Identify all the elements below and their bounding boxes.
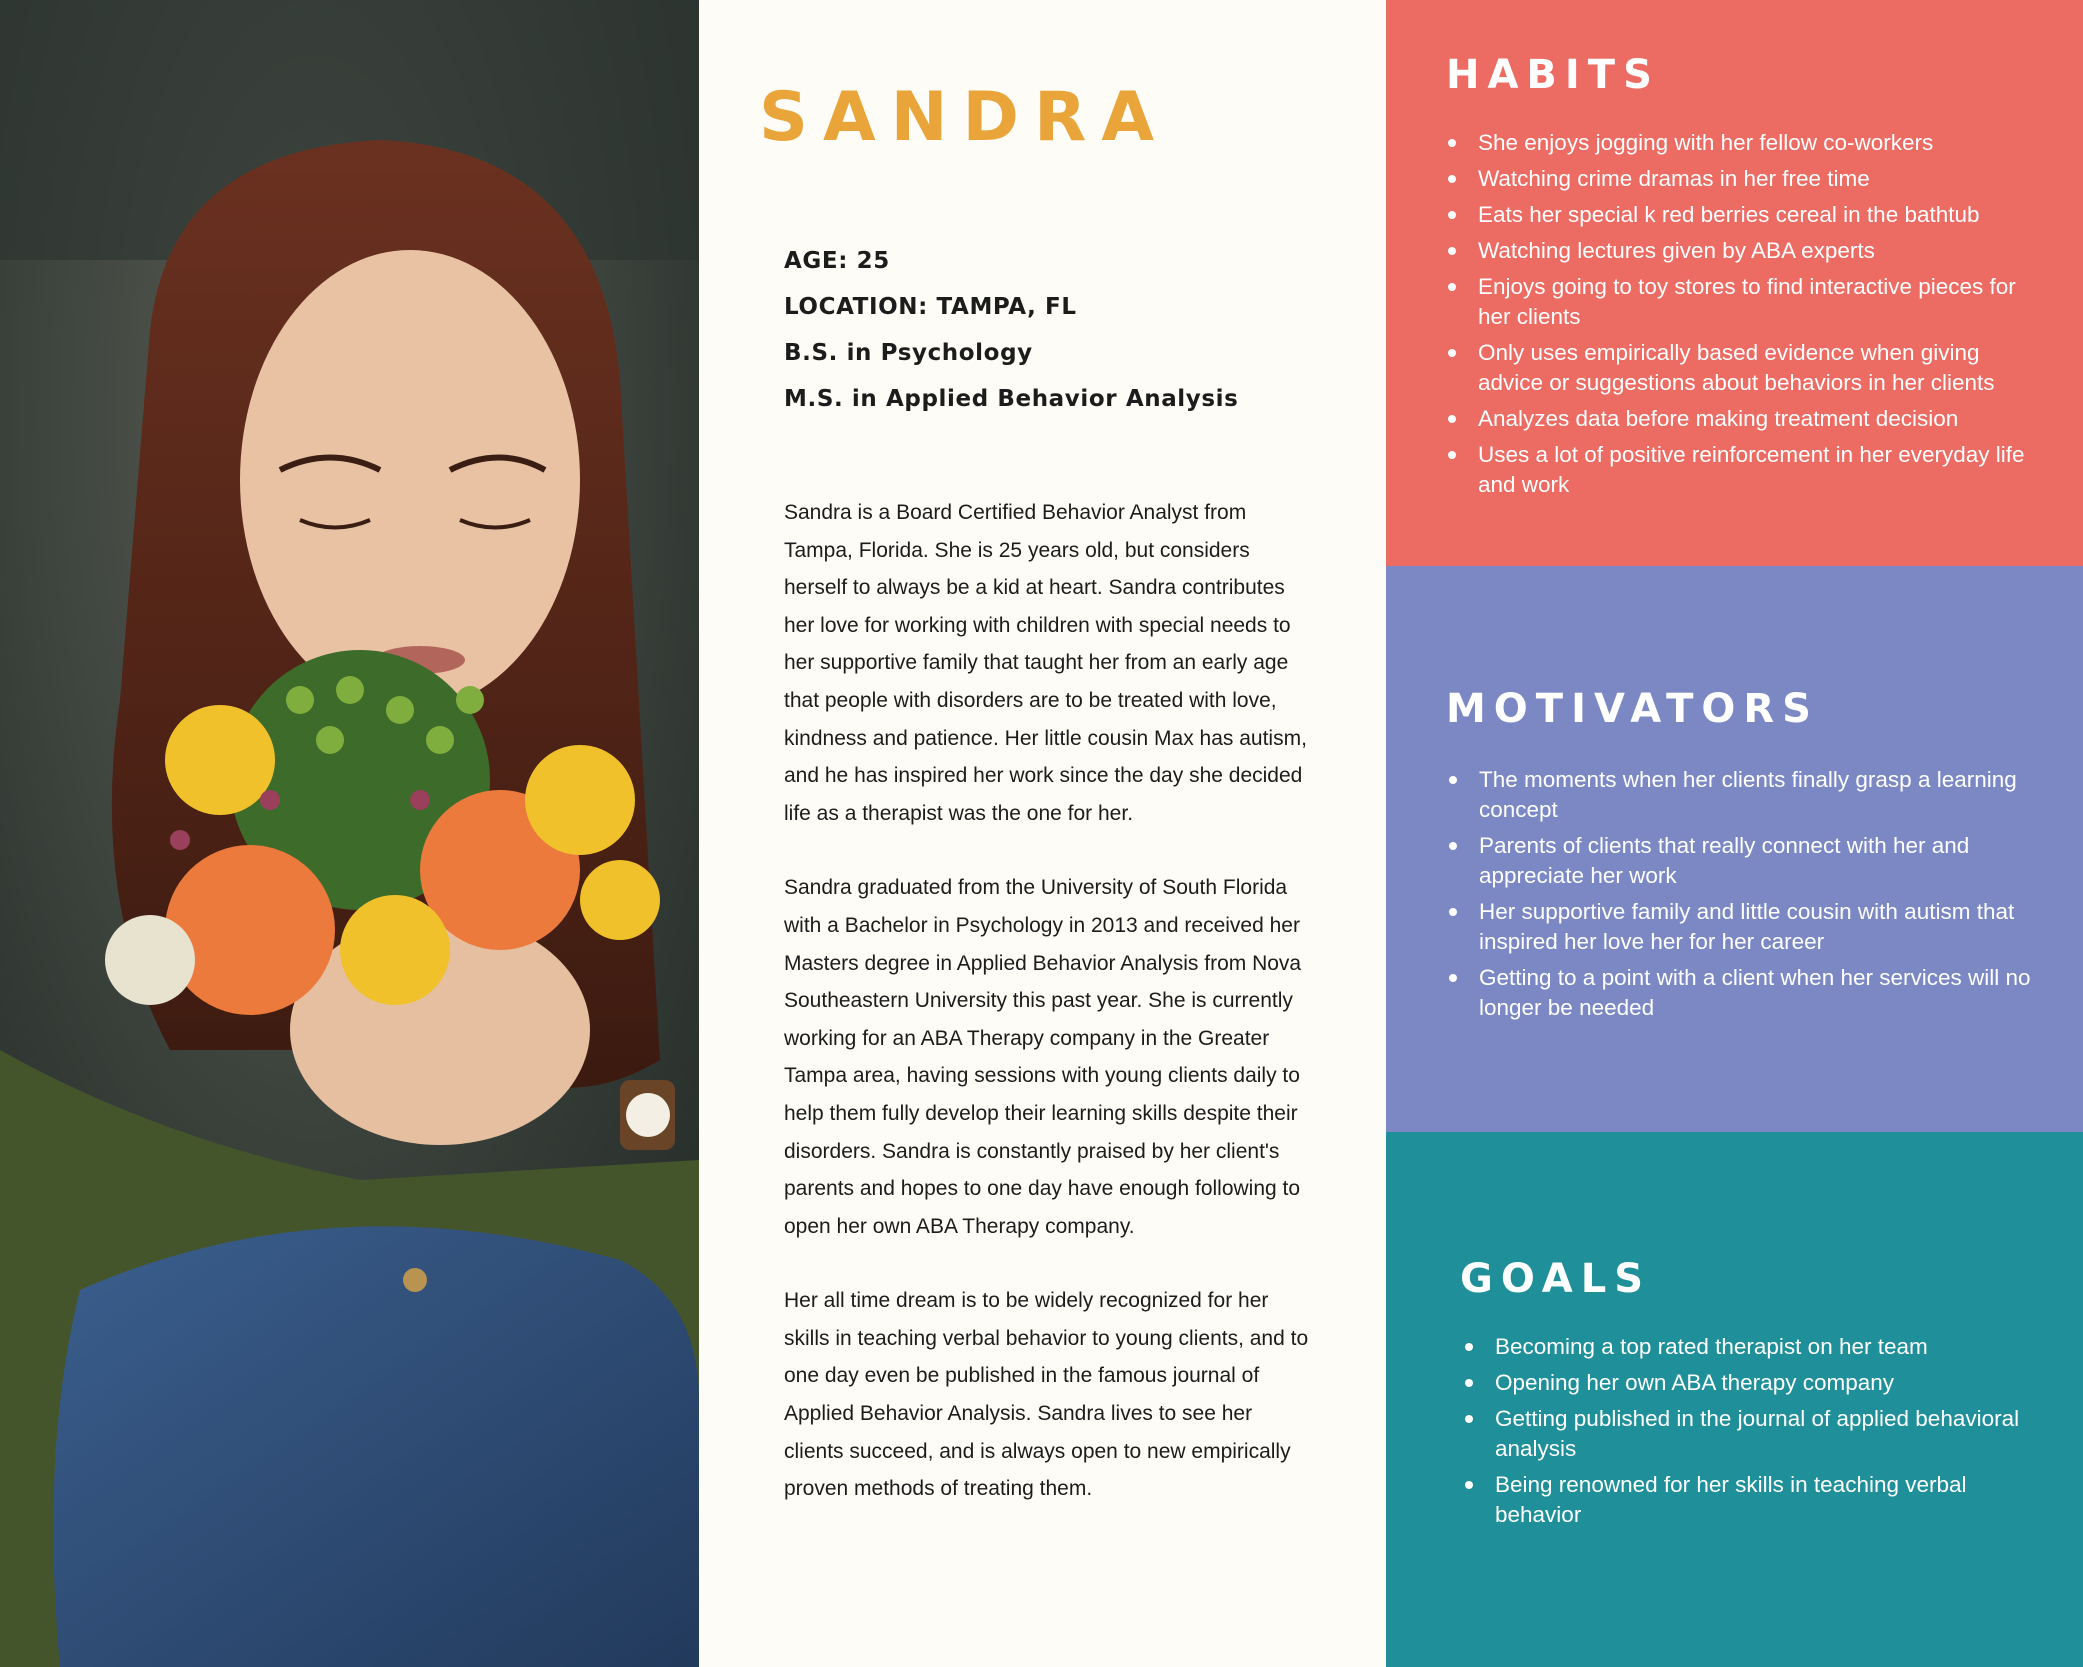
bio-paragraph: Sandra is a Board Certified Behavior Analyst from Tampa, Florida. She is 25 years old, but considers herself to always be a kid at heart. Sandra contributes her love for working with children with special needs to her supportive family that taught her from an early age that people with disorders are to be treated with love, kindness and patience. Her little cousin Max has autism, and he has inspired her work since the day she decided life as a therapist was the one for her. [784,501,1307,825]
motivators-panel [1386,566,2083,1132]
list-item [1443,963,2043,1023]
list-item [1442,272,2042,332]
bullet-icon [1465,1481,1473,1489]
habits-panel [1386,0,2083,566]
list-item-text: Analyzes data before making treatment decision [1478,406,1959,431]
fact-master [784,376,1238,422]
bio-paragraph: Sandra graduated from the University of South Florida with a Bachelor in Psychology in 2013 and received her Masters degree in Applied Behavior Analysis from Nova Southeastern University this past year. She is currently working for an ABA Therapy company in the Greater Tampa area, having sessions with young clients daily to help them fully develop their learning skills despite their disorders. Sandra is constantly praised by her client's parents and hopes to one day have enough following to open her own ABA Therapy company. [784,876,1302,1238]
persona-facts [784,238,1238,422]
fact-value: B.S. in Psychology [784,340,1033,366]
list-item-text: Enjoys going to toy stores to find interactive pieces for her clients [1478,274,2016,329]
bullet-icon [1448,175,1456,183]
list-item [1443,765,2043,825]
list-item [1442,128,2042,158]
list-item [1443,897,2043,957]
list-item [1442,338,2042,398]
list-item [1442,404,2042,434]
fact-label: LOCATION: [784,294,928,320]
list-item-text: Being renowned for her skills in teaching verbal behavior [1495,1472,1967,1527]
fact-value: M.S. in Applied Behavior Analysis [784,386,1239,412]
list-item-text: Watching crime dramas in her free time [1478,166,1870,191]
fact-label: AGE: [784,248,848,274]
list-item-text: Becoming a top rated therapist on her team [1495,1334,1928,1359]
list-item-text: Uses a lot of positive reinforcement in her everyday life and work [1478,442,2025,497]
bullet-icon [1448,139,1456,147]
bullet-icon [1448,211,1456,219]
list-item-text: Eats her special k red berries cereal in the bathtub [1478,202,1980,227]
list-item-text: Her supportive family and little cousin with autism that inspired her love her for her career [1479,899,2015,954]
bullet-icon [1448,283,1456,291]
bullet-icon [1448,247,1456,255]
list-item [1443,831,2043,891]
bullet-icon [1449,842,1457,850]
list-item-text: Opening her own ABA therapy company [1495,1370,1895,1395]
persona-name: SANDRA [759,78,1169,157]
bio-paragraph: Her all time dream is to be widely recognized for her skills in teaching verbal behavior to young clients, and to one day even be published in the famous journal of Applied Behavior Analysis. Sandra lives to see her clients succeed, and is always open to new empirically proven methods of treating them. [784,1289,1309,1501]
list-item [1459,1332,2039,1362]
bullet-icon [1448,451,1456,459]
fact-bachelor [784,330,1238,376]
list-item-text: Only uses empirically based evidence when giving advice or suggestions about behaviors in her clients [1478,340,1995,395]
profile-photo [0,0,699,1667]
habits-title: HABITS [1446,52,1660,98]
list-item [1459,1368,2039,1398]
bullet-icon [1448,349,1456,357]
bullet-icon [1465,1379,1473,1387]
fact-location [784,284,1238,330]
list-item-text: Getting published in the journal of applied behavioral analysis [1495,1406,2020,1461]
bullet-icon [1449,908,1457,916]
fact-value: TAMPA, FL [927,294,1077,320]
profile-panel [699,0,1386,1667]
fact-age [784,238,1238,284]
goals-title: GOALS [1460,1256,1652,1302]
list-item [1442,236,2042,266]
list-item-text: Parents of clients that really connect with her and appreciate her work [1479,833,1970,888]
motivators-title: MOTIVATORS [1446,686,1819,732]
list-item-text: She enjoys jogging with her fellow co-workers [1478,130,1934,155]
goals-list [1459,1332,2039,1536]
bullet-icon [1449,776,1457,784]
fact-value: 25 [848,248,890,274]
list-item [1459,1404,2039,1464]
motivators-list [1443,765,2043,1029]
goals-panel [1386,1132,2083,1667]
list-item [1442,440,2042,500]
bullet-icon [1465,1343,1473,1351]
list-item-text: Getting to a point with a client when her services will no longer be needed [1479,965,2031,1020]
bullet-icon [1449,974,1457,982]
list-item-text: Watching lectures given by ABA experts [1478,238,1875,263]
list-item [1442,200,2042,230]
list-item-text: The moments when her clients finally grasp a learning concept [1479,767,2017,822]
bullet-icon [1448,415,1456,423]
list-item [1442,164,2042,194]
list-item [1459,1470,2039,1530]
bullet-icon [1465,1415,1473,1423]
habits-list [1442,128,2042,506]
persona-bio [784,494,1314,1545]
